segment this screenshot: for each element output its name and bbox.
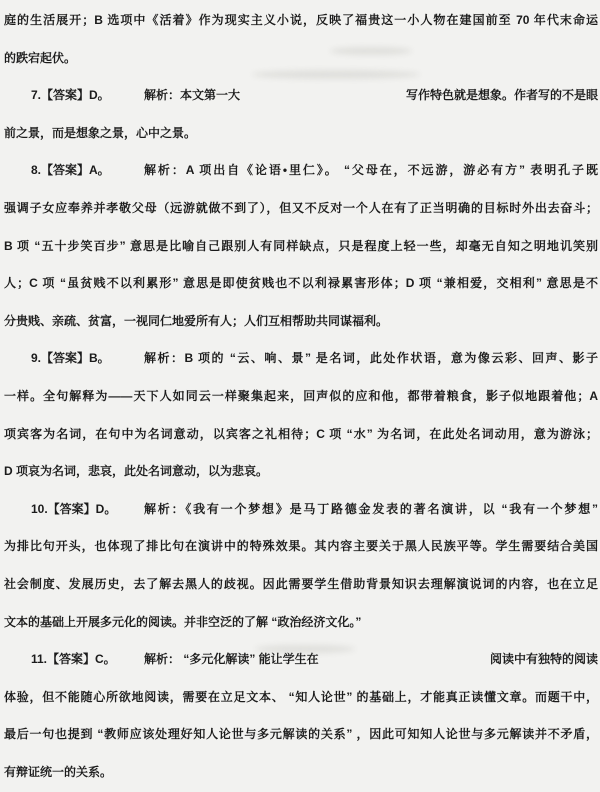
answer-11-analysis-head: 解析： “多元化解读” 能让学生在 xyxy=(144,652,319,667)
answer-8-analysis-head: 解析：A 项出自《论语•里仁》。 “父母在，不远游，游必有方” 表明孔子既 xyxy=(144,163,598,178)
answer-7-analysis-head: 解析：本文第一大 xyxy=(144,88,241,103)
answer-8-label: 8.【答案】A。 xyxy=(31,163,110,178)
answer-9-header xyxy=(4,340,598,378)
answer-11-body-line: 体验，但不能随心所欲地阅读，需要在立足文本、 “知人论世” 的基础上，才能真正读懂文章。而题干中， xyxy=(4,689,598,704)
answer-8-body-line: 分贵贱、亲疏、贫富，一视同仁地爱所有人；人们互相帮助共同谋福利。 xyxy=(4,313,389,328)
answer-10-header xyxy=(4,491,598,529)
answer-11-header xyxy=(4,641,598,679)
answer-7-label: 7.【答案】D。 xyxy=(31,88,110,103)
answer-8-body-line: B 项 “五十步笑百步” 意思是比喻自己跟别人有同样缺点，只是程度上轻一些，却毫无自知之明地讥笑别 xyxy=(4,238,598,253)
answer-9-body-line: D 项哀为名词，悲哀，此处名词意动，以为悲哀。 xyxy=(4,464,269,479)
answer-11-analysis-tail: 阅读中有独特的阅读 xyxy=(489,652,598,667)
answer-8-header xyxy=(4,152,598,190)
answer-9-analysis-head: 解析：B 项的 “云、响、景” 是名词，此处作状语，意为像云彩、回声、影子 xyxy=(144,351,598,366)
answer-10-body-line: 为排比句开头，也体现了排比句在演讲中的特殊效果。其内容主要关于黑人民族平等。学生需要结合美国 xyxy=(4,539,598,554)
answer-9-body-line: 项宾客为名词，在句中为名词意动，以宾客之礼相待；C 项 “水” 为名词，在此处名词动用，意为游泳； xyxy=(4,426,598,441)
intro-line-2: 的跌宕起伏。 xyxy=(4,50,77,65)
answer-7-analysis-tail: 写作特色就是想象。作者写的不是眼 xyxy=(405,88,598,103)
answer-11-label: 11.【答案】C。 xyxy=(31,652,116,667)
answer-7-body-line: 前之景，而是想象之景，心中之景。 xyxy=(4,125,197,140)
intro-line-1: 庭的生活展开；B 选项中《活着》作为现实主义小说，反映了福贵这一小人物在建国前至 70 年代末命运 xyxy=(4,13,598,27)
answer-10-analysis-head: 解析：《我有一个梦想》是马丁路德金发表的著名演讲，以 “我有一个梦想” xyxy=(144,501,598,516)
answer-11-body-line: 有辩证统一的关系。 xyxy=(4,764,113,779)
answer-10-body-line: 文本的基础上开展多元化的阅读。并非空泛的了解 “政治经济文化。” xyxy=(4,614,362,629)
answer-10-body-line: 社会制度、发展历史，去了解去黑人的歧视。因此需要学生借助背景知识去理解演说词的内容，也在立足 xyxy=(4,576,598,591)
answer-7-header xyxy=(4,77,598,115)
answer-10-label: 10.【答案】D。 xyxy=(31,501,117,516)
answer-9-body-line: 一样。全句解释为——天下人如同云一样聚集起来，回声似的应和他，都带着粮食，影子似地跟着他；A xyxy=(4,388,598,403)
answer-9-label: 9.【答案】B。 xyxy=(31,351,110,366)
answer-11-body-line: 最后一句也提到 “教师应该处理好知人论世与多元解读的关系” ，因此可知知人论世与多元解读并不矛盾， xyxy=(4,727,598,742)
answer-8-body-line: 人；C 项 “虽贫贱不以利累形” 意思是即使贫贱也不以利禄累害形体；D 项 “兼相爱，交相利” 意思是不 xyxy=(4,276,598,291)
answer-8-body-line: 强调子女应奉养并孝敬父母（远游就做不到了），但又不反对一个人在有了正当明确的目标时外出去奋斗； xyxy=(4,200,598,215)
